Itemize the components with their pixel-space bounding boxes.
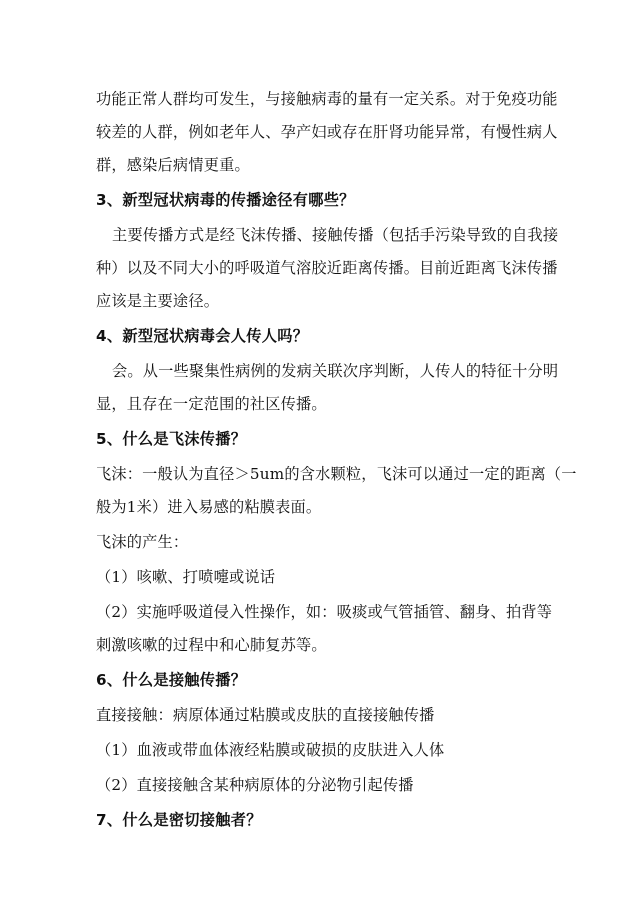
paragraph-line: 刺激咳嗽的过程中和心肺复苏等。 [96,636,327,654]
paragraph-line: 功能正常人群均可发生，与接触病毒的量有一定关系。对于免疫功能 [96,90,558,108]
section-heading-3: 3、新型冠状病毒的传播途径有哪些？ [96,191,355,209]
list-item: （2）实施呼吸道侵入性操作，如：吸痰或气管插管、翻身、拍背等 [96,603,553,621]
section-heading-7: 7、什么是密切接触者？ [96,811,262,829]
section-heading-6: 6、什么是接触传播？ [96,671,247,689]
paragraph-line: 般为1米）进入易感的粘膜表面。 [96,498,322,516]
paragraph-line: 应该是主要途径。 [96,292,220,310]
section-heading-5: 5、什么是飞沫传播？ [96,430,247,448]
list-item: （1）血液或带血体液经粘膜或破损的皮肤进入人体 [96,741,445,759]
paragraph-line: 群，感染后病情更重。 [96,156,250,174]
paragraph-line: 种）以及不同大小的呼吸道气溶胶近距离传播。目前近距离飞沫传播 [96,259,558,277]
paragraph-line: 直接接触：病原体通过粘膜或皮肤的直接接触传播 [96,706,435,724]
paragraph-line: 较差的人群，例如老年人、孕产妇或存在肝肾功能异常，有慢性病人 [96,123,558,141]
paragraph-line: 会。从一些聚集性病例的发病关联次序判断，人传人的特征十分明 [112,362,559,380]
section-heading-4: 4、新型冠状病毒会人传人吗？ [96,327,309,345]
paragraph-line: 主要传播方式是经飞沫传播、接触传播（包括手污染导致的自我接 [112,226,559,244]
paragraph-line: 飞沫：一般认为直径＞5um的含水颗粒，飞沫可以通过一定的距离（一 [96,465,577,483]
list-item: （1）咳嗽、打喷嚏或说话 [96,568,276,586]
paragraph-line: 飞沫的产生： [96,533,189,551]
paragraph-line: 显，且存在一定范围的社区传播。 [96,395,327,413]
list-item: （2）直接接触含某种病原体的分泌物引起传播 [96,776,414,794]
